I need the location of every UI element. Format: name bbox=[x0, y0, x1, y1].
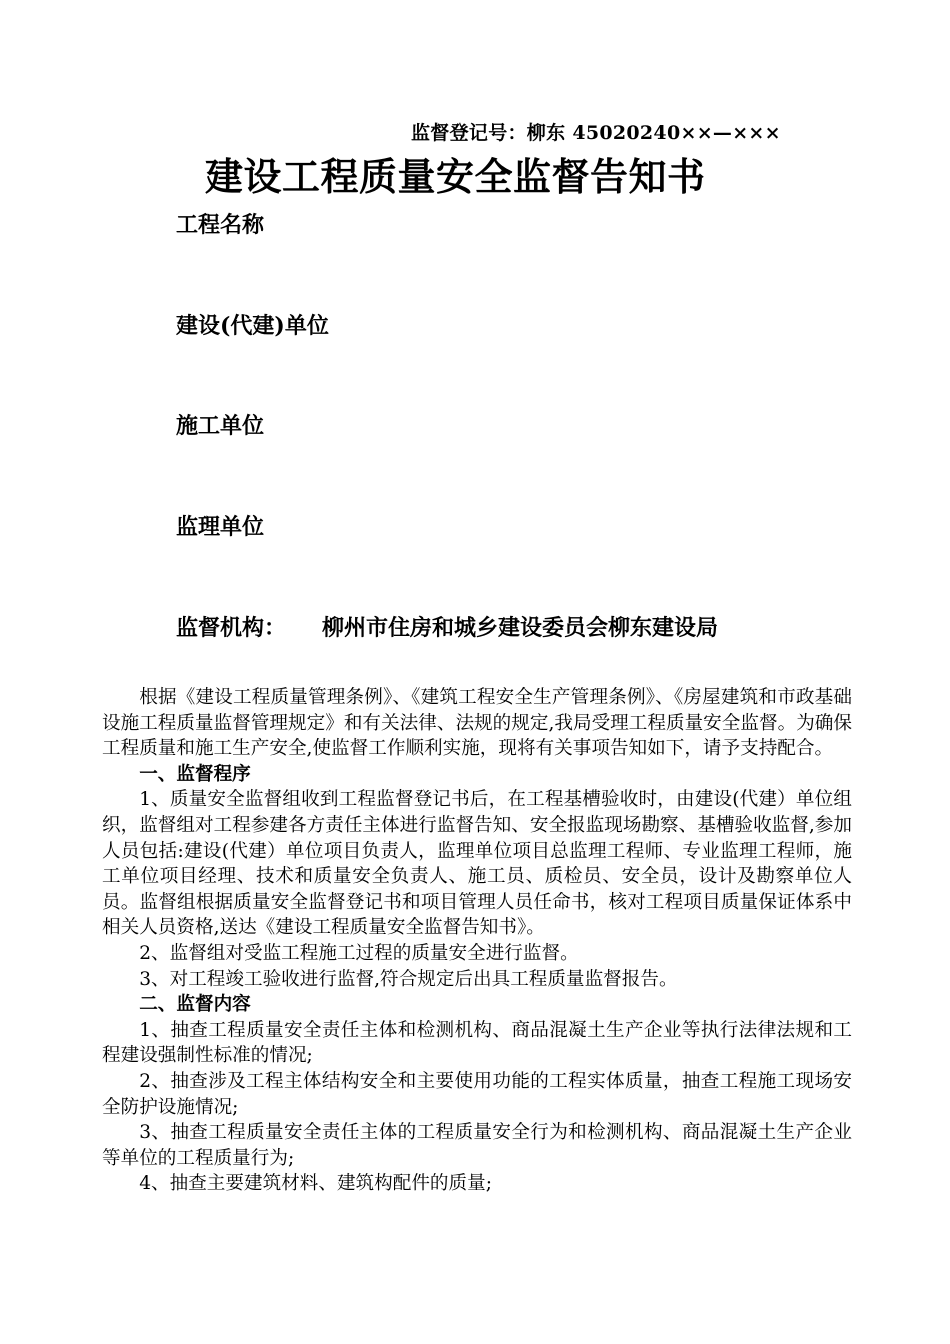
section2-item: 1、抽查工程质量安全责任主体和检测机构、商品混凝土生产企业等执行法律法规和工程建设强制性标准的情况; bbox=[102, 1019, 852, 1067]
section1-item: 3、对工程竣工验收进行监督,符合规定后出具工程质量监督报告。 bbox=[139, 968, 678, 990]
section1-item: 1、质量安全监督组收到工程监督登记书后，在工程基槽验收时，由建设(代建）单位组织，监督组对工程参建各方责任主体进行监督告知、安全报监现场勘察、基槽验收监督,参加人员包括:建设(代建）单位项目负责人，监理单位项目总监理工程师、专业监理工程师，施工单位项目经理、技术和质量安全负责人、施工员、质检员、安全员，设计及勘察单位人员。监督组根据质量安全监督登记书和项目管理人员任命书，核对工程项目质量保证体系中相关人员资格,送达《建设工程质量安全监督告知书》。 bbox=[102, 789, 852, 939]
project-name-label: 工程名称 bbox=[176, 212, 265, 238]
contractor-label: 施工单位 bbox=[176, 413, 265, 439]
notice-body bbox=[102, 685, 852, 1197]
builder-label: 建设(代建)单位 bbox=[176, 313, 329, 339]
section1-item: 2、监督组对受监工程施工过程的质量安全进行监督。 bbox=[139, 942, 579, 964]
intro-paragraph: 根据《建设工程质量管理条例》、《建筑工程安全生产管理条例》、《房屋建筑和市政基础设施工程质量监督管理规定》和有关法律、法规的规定,我局受理工程质量安全监督。为确保工程质量和施工生产安全,使监督工作顺利实施，现将有关事项告知如下，请予支持配合。 bbox=[102, 687, 852, 760]
section1-heading: 一、监督程序 bbox=[139, 763, 251, 785]
supervisor-label: 监理单位 bbox=[176, 514, 265, 540]
section2-item: 4、抽查主要建筑材料、建筑构配件的质量; bbox=[139, 1173, 492, 1195]
agency-value: 柳州市住房和城乡建设委员会柳东建设局 bbox=[322, 615, 719, 641]
section2-item: 3、抽查工程质量安全责任主体的工程质量安全行为和检测机构、商品混凝土生产企业等单位的工程质量行为; bbox=[102, 1122, 852, 1169]
registration-number: 监督登记号：柳东 45020240××—××× bbox=[411, 122, 781, 144]
section2-heading: 二、监督内容 bbox=[139, 994, 251, 1016]
document-title: 建设工程质量安全监督告知书 bbox=[205, 154, 706, 199]
agency-row bbox=[176, 611, 718, 642]
section2-item: 2、抽查涉及工程主体结构安全和主要使用功能的工程实体质量，抽查工程施工现场安全防护设施情况; bbox=[102, 1070, 852, 1118]
agency-label: 监督机构： bbox=[176, 615, 287, 641]
